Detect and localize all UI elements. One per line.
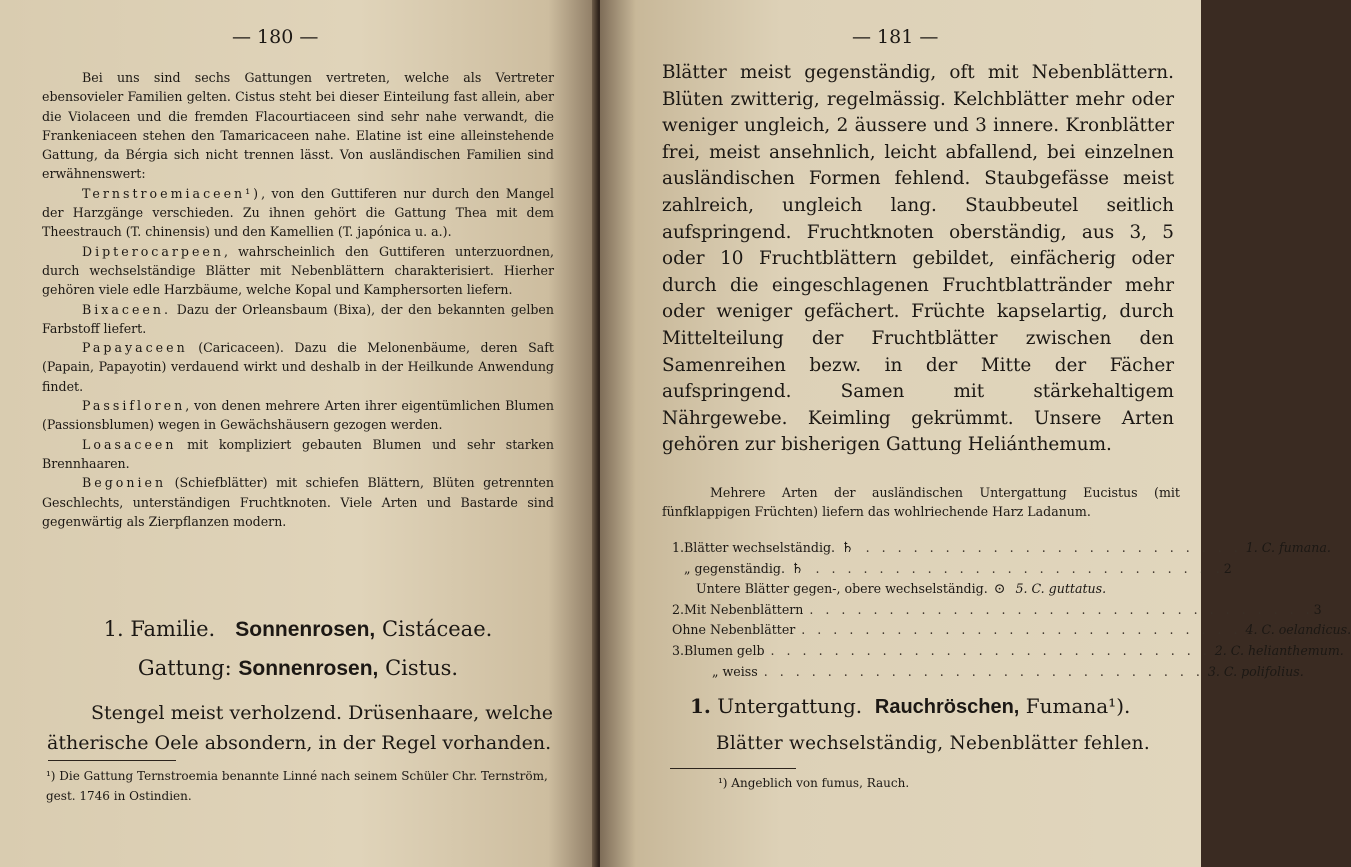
left-body-text <box>42 68 554 531</box>
family-heading: 1. Familie. Sonnenrosen, Cistáceae. <box>103 617 493 641</box>
key-row: 2. Mit Nebenblättern . . . . . . . . . . . . . . . . . . . . . . . . . . . . . . . . 3 <box>672 601 1322 617</box>
entry-papayaceen: Papayaceen (Caricaceen). Dazu die Melonenbäume, deren Saft (Papain, Papayotin) verdauend wirkt und deshalb in der Heilkunde Anwendung findet. <box>42 340 554 394</box>
entry-passifloren: Passifloren, von denen mehrere Arten ihrer eigentümlichen Blumen (Passionsblumen) wegen in Gewächshäusern gezogen werden. <box>42 398 554 433</box>
right-page <box>600 0 1351 867</box>
footnote-rule-left <box>48 760 176 761</box>
subgenus-heading: 1. Untergattung. Rauchröschen, Fumana¹). <box>690 694 1131 718</box>
page-number-left: — 180 — <box>232 26 319 48</box>
footnote-right: ¹) Angeblich von fumus, Rauch. <box>718 776 910 790</box>
saturn-symbol-icon: ♄ <box>841 540 854 556</box>
key-row: 3. Blumen gelb . . . . . . . . . . . . . . . . . . . . . . . . . . . . 2. C. helianthemum. <box>672 642 1344 658</box>
footnote-left: ¹) Die Gattung Ternstroemia benannte Linné nach seinem Schüler Chr. Ternström, gest. 1746 in Ostindien. <box>46 769 548 803</box>
intro-paragraph: Bei uns sind sechs Gattungen vertreten, welche als Vertreter ebensovieler Familien gelten. Cistus steht bei dieser Einteilung fast allein, aber die Violaceen und die fremden Flacourtiaceen sind sehr nahe verwandt, die Frankeniaceen stehen den Tamaricaceen nahe. Elatine ist eine alleinstehende Gattung, da Bérgia sich nicht trennen lässt. Von ausländischen Familien sind erwähnenswert: <box>42 70 554 182</box>
entry-ternstroemiaceen: Ternstroemiaceen¹), von den Guttiferen nur durch den Mangel der Harzgänge verschieden. Zu ihnen gehört die Gattung Thea mit dem Theestrauch (T. chinensis) und den Kamellien (T. japónica u. a.). <box>42 185 554 240</box>
eucistus-note: Mehrere Arten der ausländischen Untergattung Eucistus (mit fünfklappigen Früchten) liefern das wohlriechende Harz Ladanum. <box>662 485 1180 520</box>
identification-key <box>672 538 1351 682</box>
genus-description: Stengel meist verholzend. Drüsenhaare, welche ätherische Oele absondern, in der Regel vorhanden. <box>47 702 553 754</box>
entry-loasaceen: Loasaceen mit kompliziert gebauten Blumen und sehr starken Brennhaaren. <box>42 436 554 471</box>
entry-dipterocarpeen: Dipterocarpeen, wahrscheinlich den Guttiferen unterzuordnen, durch wechselständige Blätter mit Nebenblättern charakterisiert. Hierher gehören viele edle Harzbäume, welche Kopal und Kamphersorten liefern. <box>42 243 554 298</box>
key-row: „ gegenständig. ♄ . . . . . . . . . . . . . . . . . . . . . . . . . . 2 <box>672 559 1176 580</box>
entry-bixaceen: Bixaceen. Dazu der Orleansbaum (Bixa), der den bekannten gelben Farbstoff liefert. <box>42 301 554 336</box>
footnote-rule-right <box>670 768 796 769</box>
saturn-symbol-icon: ♄ <box>790 560 804 577</box>
right-description: Blätter meist gegenständig, oft mit Nebenblättern. Blüten zwitterig, regelmässig. Kelchblätter mehr oder weniger ungleich, 2 äussere und 3 innere. Kronblätter frei, meist ansehnlich, leicht abfallend, bei einzelnen ausländischen Formen fehlend. Staubgefässe meist zahlreich, ungleich lang. Staubbeutel seitlich aufspringend. Fruchtknoten oberständig, aus 3, 5 oder 10 Fruchtblättern gebildet, einfächerig oder durch die eingeschlagenen Fruchtblattränder mehr oder weniger gefächert. Früchte kapselartig, durch Mittelteilung der Fruchtblätter zwischen den Samenreihen bezw. in der Mitte der Fächer aufspringend. Samen mit stärkehaltigem Nährgewebe. Keimling gekrümmt. Unsere Arten gehören zur bisherigen Gattung Heliánthemum. <box>662 62 1174 456</box>
page-number-right: — 181 — <box>852 26 939 48</box>
entry-begonien: Begonien (Schiefblätter) mit schiefen Blättern, Blüten getrennten Geschlechts, unterständigen Fruchtknoten. Viele Arten und Bastarde sind gegenwärtig als Zierpflanzen modern. <box>42 475 554 529</box>
left-page <box>0 0 596 867</box>
genus-heading: Gattung: Sonnenrosen, Cistus. <box>137 656 459 680</box>
subgenus-description: Blätter wechselständig, Nebenblätter fehlen. <box>716 733 1150 754</box>
key-row: Ohne Nebenblätter . . . . . . . . . . . . . . . . . . . . . . . . . . . . 4. C. oelandicus. <box>672 622 1351 638</box>
annual-symbol-icon: ⊙ <box>993 581 1006 598</box>
key-row: „ weiss . . . . . . . . . . . . . . . . . . . . . . . . . . . . 3. C. polifolius. <box>712 663 1304 679</box>
key-row: Untere Blätter gegen-, obere wechselständig. ⊙ 5. C. guttatus. <box>672 579 1176 600</box>
key-row: 1. Blätter wechselständig. ♄ . . . . . . . . . . . . . . . . . . . . . . . . 1. C. fumana. <box>672 538 1176 559</box>
